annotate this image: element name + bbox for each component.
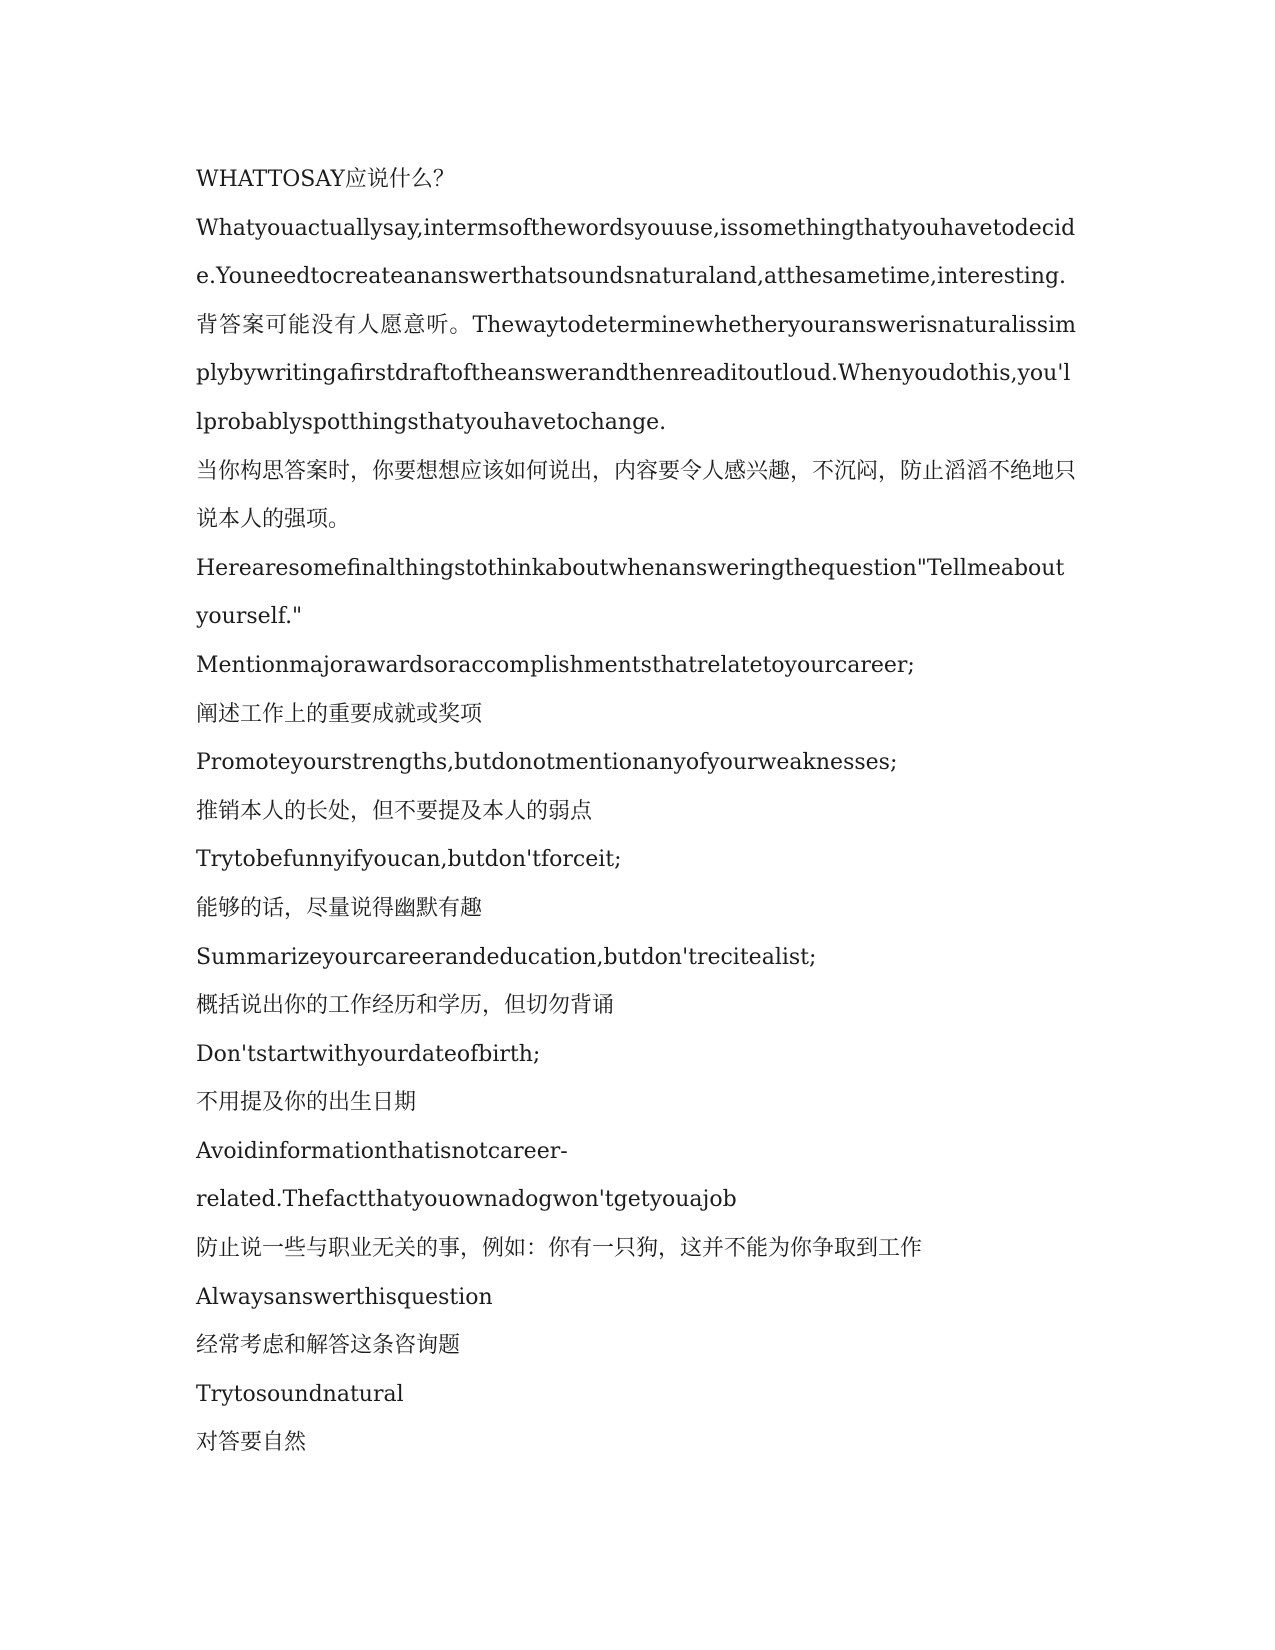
paragraph-chinese-summary: 当你构思答案时，你要想想应该如何说出，内容要令人感兴趣，不沉闷，防止滔滔不绝地只说本人的强项。 [196, 458, 1077, 533]
tip-funny-en: Trytobefunnyifyoucan,butdon'tforceit; [196, 847, 622, 873]
tip-strengths-en: Promoteyourstrengths,butdonotmentionanyofyourweaknesses; [196, 750, 898, 776]
tip-always-en: Alwaysanswerthisquestion [196, 1284, 493, 1310]
tip-birth-zh: 不用提及你的出生日期 [196, 1090, 417, 1116]
tip-summarize-zh: 概括说出你的工作经历和学历，但切勿背诵 [196, 993, 615, 1019]
tip-natural-en: Trytosoundnatural [196, 1381, 404, 1407]
tip-summarize-en: Summarizeyourcareerandeducation,butdon'trecitealist; [196, 944, 817, 970]
document-page [196, 156, 1076, 1468]
tip-avoid-en-line1: Avoidinformationthatisnotcareer- [196, 1138, 568, 1164]
tip-natural-zh: 对答要自然 [196, 1430, 307, 1456]
tip-birth-en: Don'tstartwithyourdateofbirth; [196, 1041, 541, 1067]
paragraph-what-you-say: Whatyouactuallysay,intermsofthewordsyouuse,issomethingthatyouhavetodecide.Youneedtocreateananswerthatsoundsnaturaland,atthesametime,interesting.背答案可能没有人愿意听。Thewaytodeterminewhetheryouranswerisnaturalissimplybywritingafirstdraftoftheanswerandthenreaditoutloud.Whenyoudothis,you'llprobablyspotthingsthatyouhavetochange. [196, 215, 1076, 435]
tip-awards-en: Mentionmajorawardsoraccomplishmentsthatrelatetoyourcareer; [196, 652, 915, 678]
paragraph-final-things: Herearesomefinalthingstothinkaboutwhenansweringthequestion"Tellmeaboutyourself." [196, 555, 1065, 630]
tip-awards-zh: 阐述工作上的重要成就或奖项 [196, 701, 483, 727]
tip-strengths-zh: 推销本人的长处，但不要提及本人的弱点 [196, 798, 593, 824]
tip-always-zh: 经常考虑和解答这条咨询题 [196, 1333, 461, 1359]
tip-avoid-zh: 防止说一些与职业无关的事，例如：你有一只狗，这并不能为你争取到工作 [196, 1236, 923, 1262]
heading-what-to-say: WHATTOSAY应说什么？ [196, 167, 455, 192]
tip-avoid-en-line2: related.Thefactthatyouownadogwon'tgetyouajob [196, 1187, 737, 1213]
tip-funny-zh: 能够的话，尽量说得幽默有趣 [196, 895, 483, 921]
